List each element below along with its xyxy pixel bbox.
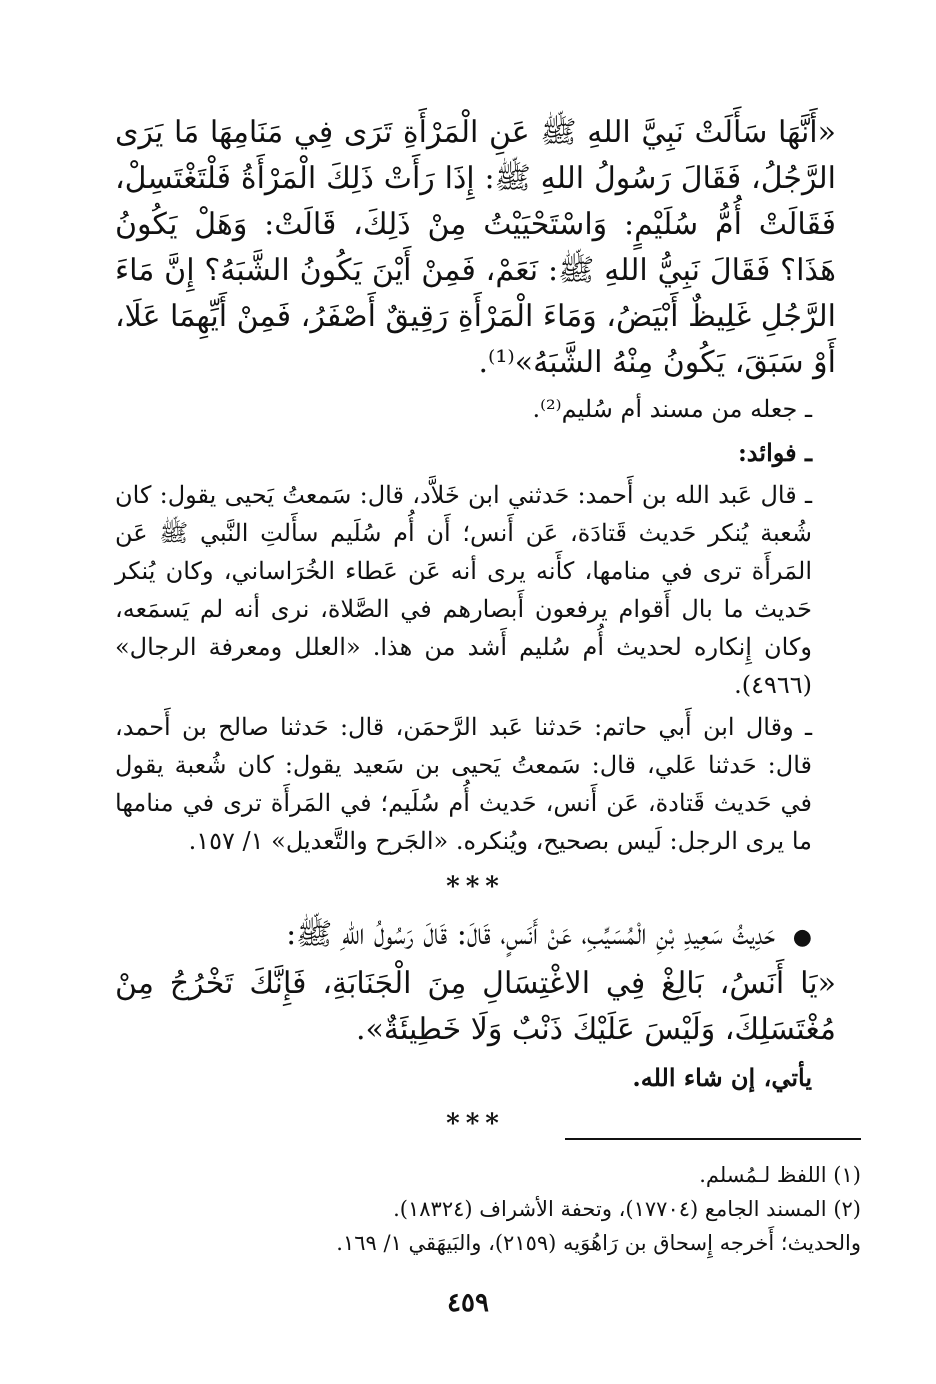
footnote-1: (١) اللفظ لـمُسلم.	[699, 1163, 861, 1187]
fawaid-heading: ـ فوائد:	[737, 438, 812, 467]
footnotes	[115, 1158, 861, 1260]
section-separator: ***	[446, 872, 505, 902]
fawaid-paragraph-2: ـ وقال ابن أَبي حاتم: حَدثنا عَبد الرَّحمَن، قال: حَدثنا صالح بن أَحمد، قال: حَدثنا عَلي، قال: سَمعتُ يَحيى بن سَعيد يقول: كان شُعبة يقول في حَديث قَتادة، عَن أَنس، حَديث أُم سُلَيم؛ في المَرأَة ترى في منامها ما يرى الرجل: لَيس بصحيح، ويُنكره. «الجَرح والتَّعديل» ١/ ١٥٧.	[115, 713, 812, 855]
hadith-2-intro-text: حَدِيثُ سَعِيدِ بْنِ الْمُسَيِّبِ، عَنْ أَنَسٍ، قَالَ: قَالَ رَسُولُ اللهِ ﷺ:	[286, 917, 776, 952]
page-number: ٤٥٩	[447, 1288, 489, 1318]
bullet-icon: ●	[792, 925, 812, 950]
hadith-2-intro	[115, 912, 836, 961]
footnote-divider	[565, 1138, 861, 1140]
page-body	[115, 110, 836, 1149]
coming-note: يأتي، إن شاء الله.	[632, 1063, 812, 1092]
hadith-2-text: «يَا أَنَسُ، بَالِغْ فِي الاغْتِسَالِ مِنَ الْجَنَابَةِ، فَإِنَّكَ تَخْرُجُ مِنْ مُغْتَسَلِكَ، وَلَيْسَ عَلَيْكَ ذَنْبٌ وَلَا خَطِيئَةٌ».	[115, 966, 836, 1047]
footnote-2-continued: والحديث؛ أَخرجه إِسحاق بن رَاهُوَيه (٢١٥٩)، والبَيهَقي ١/ ١٦٩.	[336, 1231, 861, 1255]
hadith-text: «أَنَّهَا سَأَلَتْ نَبِيَّ اللهِ ﷺ عَنِ الْمَرْأَةِ تَرَى فِي مَنَامِهَا مَا يَرَى الرَّجُلُ، فَقَالَ رَسُولُ اللهِ ﷺ: إِذَا رَأَتْ ذَلِكَ الْمَرْأَةُ فَلْتَغْتَسِلْ، فَقَالَتْ أُمُّ سُلَيْمٍ: وَاسْتَحْيَيْتُ مِنْ ذَلِكَ، قَالَتْ: وَهَلْ يَكُونُ هَذَا؟ فَقَالَ نَبِيُّ اللهِ ﷺ: نَعَمْ، فَمِنْ أَيْنَ يَكُونُ الشَّبَهُ؟ إِنَّ مَاءَ الرَّجُلِ غَلِيظٌ أَبْيَضُ، وَمَاءَ الْمَرْأَةِ رَقِيقٌ أَصْفَرُ، فَمِنْ أَيِّهِمَا عَلَا، أَوْ سَبَقَ، يَكُونُ مِنْهُ الشَّبَهُ»⁽¹⁾.	[115, 115, 836, 380]
footnote-2: (٢) المسند الجامع (١٧٧٠٤)، وتحفة الأشراف (١٨٣٢٤).	[393, 1197, 861, 1221]
section-separator-bottom: ***	[446, 1109, 505, 1139]
musnad-note: ـ جعله من مسند أم سُليم⁽²⁾.	[532, 395, 812, 423]
fawaid-paragraph-1: ـ قال عَبد الله بن أَحمد: حَدثني ابن خَلاَّد، قال: سَمعتُ يَحيى يقول: كان شُعبة يُنكر حَديث قَتادَة، عَن أَنس؛ أَن أُم سُلَيم سأَلتِ النَّبي ﷺ عَن المَرأَة ترى في منامها، كأَنه يرى أنه عَن عَطاء الخُرَاساني، وكان يُنكر حَديث ما بال أَقوام يرفعون أَبصارهم في الصَّلاة، نرى أنه لم يَسمَعه، وكان إِنكاره لحديث أُم سُليم أَشد من هذا. «العلل ومعرفة الرجال» (٤٩٦٦).	[115, 481, 813, 699]
